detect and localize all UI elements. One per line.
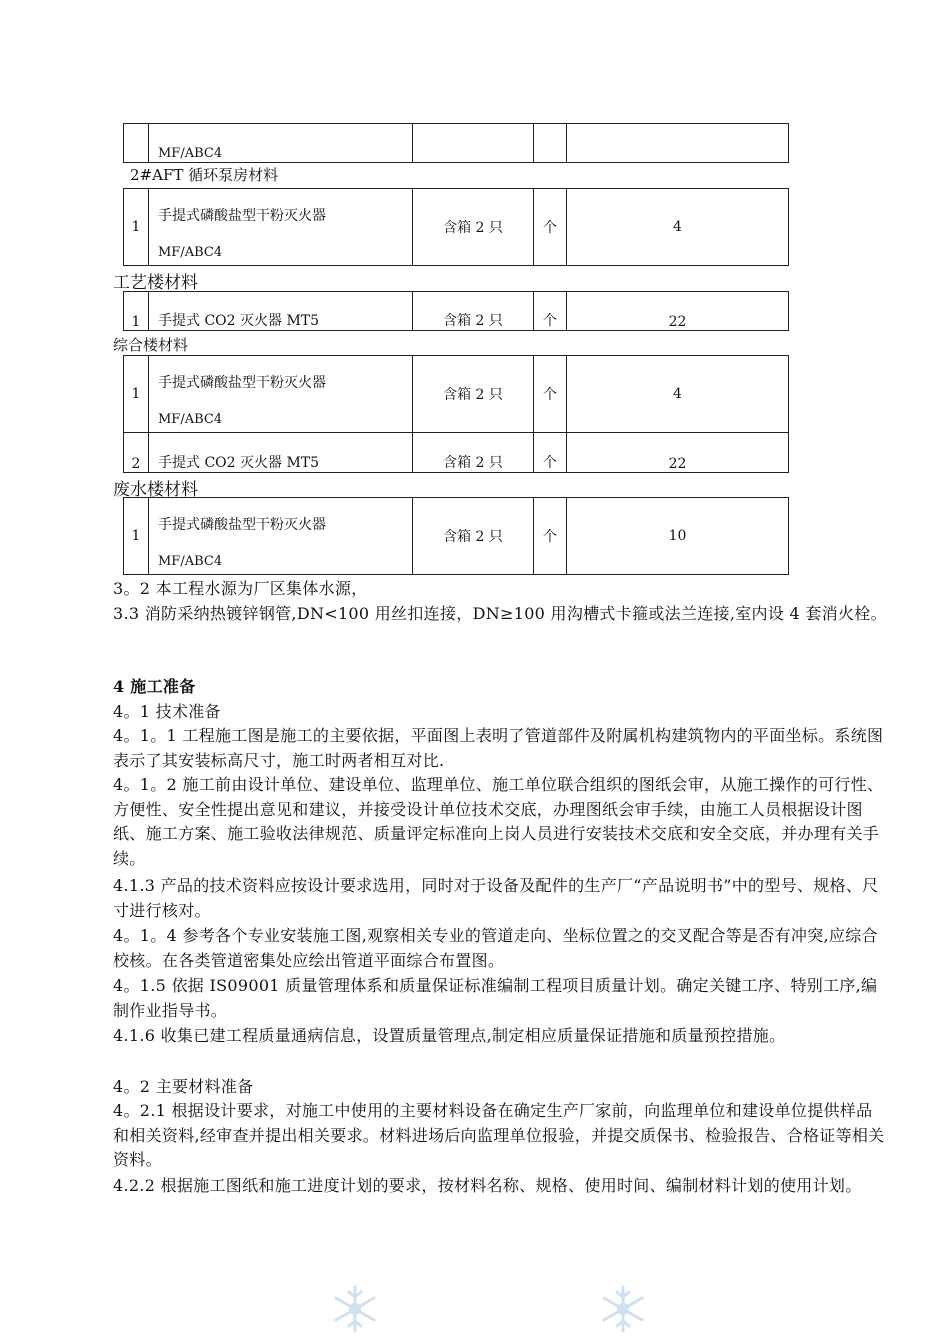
- cell-name: [149, 189, 413, 266]
- cell-name: [149, 356, 413, 433]
- cell-unit: 个: [534, 433, 567, 473]
- material-table-continued: [123, 123, 789, 163]
- section-heading-gongyi: 工艺楼材料: [113, 273, 198, 293]
- cell-spec: [413, 124, 534, 163]
- cell-no: 1: [124, 356, 149, 433]
- cell-name-line1: 手提式磷酸盐型干粉灭火器: [158, 207, 326, 224]
- paragraph-4-1-3: 4.1.3 产品的技术资料应按设计要求选用，同时对于设备及配件的生产厂“产品说明书”中的型号、规格、尺寸进行核对。: [113, 876, 879, 920]
- cell-unit: [534, 124, 567, 163]
- cell-name: 手提式 CO2 灭火器 MT5: [149, 292, 413, 331]
- cell-qty: 4: [567, 189, 789, 266]
- material-table-feishui: [123, 497, 789, 575]
- cell-spec: 含箱 2 只: [413, 498, 534, 575]
- table-row: [124, 498, 789, 575]
- table-row: [124, 189, 789, 266]
- snowflake-watermark-icon: [598, 1284, 648, 1334]
- cell-name-line2: MF/ABC4: [158, 411, 223, 427]
- cell-name: [149, 124, 413, 163]
- cell-name-line2: MF/ABC4: [158, 145, 223, 161]
- section-heading-zonghe: 综合楼材料: [113, 336, 189, 354]
- cell-no: 2: [124, 433, 149, 473]
- cell-qty: [567, 124, 789, 163]
- cell-spec: 含箱 2 只: [413, 189, 534, 266]
- cell-unit: 个: [534, 498, 567, 575]
- cell-unit: 个: [534, 356, 567, 433]
- cell-no: 1: [124, 498, 149, 575]
- paragraph-3-3: 3.3 消防采纳热镀锌钢管,DN<100 用丝扣连接，DN≥100 用沟槽式卡箍或法兰连接,室内设 4 套消火栓。: [113, 604, 887, 623]
- section-heading-feishui: 废水楼材料: [113, 480, 198, 500]
- cell-qty: 10: [567, 498, 789, 575]
- material-table-zonghe: [123, 355, 789, 473]
- material-table-2aft: [123, 188, 789, 266]
- cell-name: [149, 498, 413, 575]
- cell-no: 1: [124, 292, 149, 331]
- paragraph-4-2-1: 4。2.1 根据设计要求，对施工中使用的主要材料设备在确定生产厂家前，向监理单位和建设单位提供样品和相关资料,经审查并提出相关要求。材料进场后向监理单位报验，并提交质保书、检验报告、合格证等相关资料。: [113, 1101, 885, 1169]
- table-row: [124, 124, 789, 163]
- cell-spec: 含箱 2 只: [413, 292, 534, 331]
- cell-name: 手提式 CO2 灭火器 MT5: [149, 433, 413, 473]
- cell-qty: 22: [567, 292, 789, 331]
- snowflake-watermark-icon: [330, 1284, 380, 1334]
- cell-unit: 个: [534, 292, 567, 331]
- material-table-gongyi: [123, 291, 789, 331]
- paragraph-4-2: 4。2 主要材料准备: [113, 1077, 254, 1096]
- cell-name-line2: MF/ABC4: [158, 553, 223, 569]
- cell-name-line1: 手提式磷酸盐型干粉灭火器: [158, 516, 326, 533]
- paragraph-4-1-4: 4。1。4 参考各个专业安装施工图,观察相关专业的管道走向、坐标位置之的交叉配合等是否有冲突,应综合校核。在各类管道密集处应绘出管道平面综合布置图。: [113, 926, 878, 970]
- cell-unit: 个: [534, 189, 567, 266]
- table-row: [124, 356, 789, 433]
- heading-4: 4 施工准备: [113, 677, 196, 696]
- section-heading-2aft: 2#AFT 循环泵房材料: [130, 166, 279, 184]
- cell-spec: 含箱 2 只: [413, 356, 534, 433]
- cell-no: [124, 124, 149, 163]
- table-row: [124, 433, 789, 473]
- cell-qty: 4: [567, 356, 789, 433]
- paragraph-4-1-2: 4。1。2 施工前由设计单位、建设单位、监理单位、施工单位联合组织的图纸会审，从施工操作的可行性、方便性、安全性提出意见和建议，并接受设计单位技术交底，办理图纸会审手续，由施工人员根据设计图纸、施工方案、施工验收法律规范、质量评定标准向上岗人员进行安装技术交底和安全交底，并办理有关手续。: [113, 775, 884, 868]
- cell-name-line1: 手提式磷酸盐型干粉灭火器: [158, 374, 326, 391]
- cell-qty: 22: [567, 433, 789, 473]
- paragraph-4-1-5: 4。1.5 依据 IS09001 质量管理体系和质量保证标准编制工程项目质量计划。确定关键工序、特别工序,编制作业指导书。: [113, 976, 878, 1020]
- table-row: [124, 292, 789, 331]
- paragraph-4-2-2: 4.2.2 根据施工图纸和施工进度计划的要求，按材料名称、规格、使用时间、编制材料计划的使用计划。: [113, 1176, 862, 1195]
- paragraph-3-2: 3。2 本工程水源为厂区集体水源，: [113, 579, 368, 598]
- cell-no: 1: [124, 189, 149, 266]
- cell-name-line2: MF/ABC4: [158, 244, 223, 260]
- cell-spec: 含箱 2 只: [413, 433, 534, 473]
- paragraph-4-1-1: 4。1。1 工程施工图是施工的主要依据，平面图上表明了管道部件及附属机构建筑物内的平面坐标。系统图表示了其安装标高尺寸，施工时两者相互对比.: [113, 726, 884, 770]
- paragraph-4-1-6: 4.1.6 收集已建工程质量通病信息，设置质量管理点,制定相应质量保证措施和质量预控措施。: [113, 1026, 786, 1045]
- paragraph-4-1: 4。1 技术准备: [113, 702, 221, 721]
